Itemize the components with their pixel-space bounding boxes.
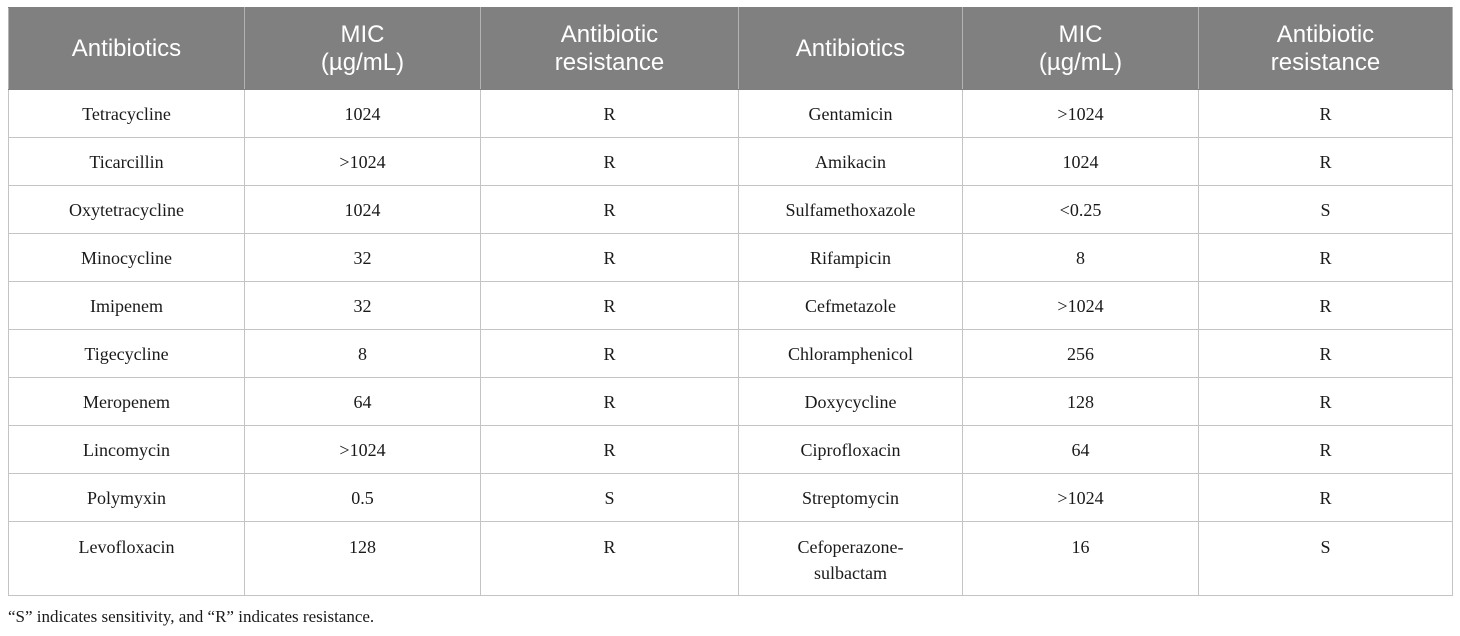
mic-value: 32 [245, 234, 481, 282]
antibiotic-table-container [8, 7, 1452, 596]
antibiotic-name: Meropenem [9, 378, 245, 426]
mic-value: 128 [245, 522, 481, 596]
resistance-value: R [481, 378, 739, 426]
header-mic-right: MIC (µg/mL) [963, 8, 1199, 90]
resistance-value: R [1199, 378, 1453, 426]
antibiotic-mic-table [8, 7, 1453, 596]
antibiotic-name: Cefmetazole [739, 282, 963, 330]
resistance-value: S [1199, 522, 1453, 596]
antibiotic-name: Tigecycline [9, 330, 245, 378]
resistance-value: S [1199, 186, 1453, 234]
antibiotic-name: Amikacin [739, 138, 963, 186]
resistance-value: R [481, 138, 739, 186]
resistance-value: R [1199, 330, 1453, 378]
antibiotic-name [739, 522, 963, 596]
antibiotic-name: Streptomycin [739, 474, 963, 522]
mic-value: 64 [963, 426, 1199, 474]
mic-value: 256 [963, 330, 1199, 378]
mic-value: 64 [245, 378, 481, 426]
mic-value: 1024 [245, 90, 481, 138]
header-resistance-right: Antibiotic resistance [1199, 8, 1453, 90]
antibiotic-name: Tetracycline [9, 90, 245, 138]
resistance-value: R [1199, 474, 1453, 522]
table-header-row [9, 8, 1453, 90]
mic-value: 128 [963, 378, 1199, 426]
table-row [9, 138, 1453, 186]
antibiotic-name: Oxytetracycline [9, 186, 245, 234]
resistance-value: R [481, 426, 739, 474]
antibiotic-name: Polymyxin [9, 474, 245, 522]
table-row [9, 426, 1453, 474]
resistance-value: R [481, 282, 739, 330]
antibiotic-name: Ciprofloxacin [739, 426, 963, 474]
antibiotic-name: Doxycycline [739, 378, 963, 426]
antibiotic-name: Minocycline [9, 234, 245, 282]
resistance-value: R [1199, 138, 1453, 186]
table-row [9, 474, 1453, 522]
table-row [9, 330, 1453, 378]
mic-value: 32 [245, 282, 481, 330]
antibiotic-name: Imipenem [9, 282, 245, 330]
resistance-value: R [1199, 90, 1453, 138]
mic-value: >1024 [963, 90, 1199, 138]
resistance-value: R [481, 234, 739, 282]
antibiotic-name: Lincomycin [9, 426, 245, 474]
mic-value: 0.5 [245, 474, 481, 522]
resistance-value: R [481, 522, 739, 596]
mic-value: >1024 [245, 426, 481, 474]
antibiotic-name: Rifampicin [739, 234, 963, 282]
table-row [9, 186, 1453, 234]
mic-value: 16 [963, 522, 1199, 596]
mic-value: 1024 [245, 186, 481, 234]
mic-value: 1024 [963, 138, 1199, 186]
table-row [9, 378, 1453, 426]
resistance-value: R [481, 330, 739, 378]
resistance-value: R [481, 90, 739, 138]
table-row [9, 90, 1453, 138]
mic-value: <0.25 [963, 186, 1199, 234]
header-antibiotics-right: Antibiotics [739, 8, 963, 90]
header-resistance-left: Antibiotic resistance [481, 8, 739, 90]
mic-value: >1024 [963, 474, 1199, 522]
header-mic-left: MIC (µg/mL) [245, 8, 481, 90]
antibiotic-name-line: Cefoperazone- [797, 537, 904, 557]
mic-value: >1024 [245, 138, 481, 186]
resistance-value: S [481, 474, 739, 522]
resistance-value: R [1199, 234, 1453, 282]
resistance-value: R [481, 186, 739, 234]
mic-value: 8 [245, 330, 481, 378]
antibiotic-name: Chloramphenicol [739, 330, 963, 378]
antibiotic-name: Levofloxacin [9, 522, 245, 596]
antibiotic-name: Ticarcillin [9, 138, 245, 186]
resistance-value: R [1199, 426, 1453, 474]
header-antibiotics-left: Antibiotics [9, 8, 245, 90]
table-row [9, 282, 1453, 330]
mic-value: >1024 [963, 282, 1199, 330]
antibiotic-name: Sulfamethoxazole [739, 186, 963, 234]
table-footnote: “S” indicates sensitivity, and “R” indicates resistance. [8, 607, 375, 626]
table-row [9, 522, 1453, 596]
resistance-value: R [1199, 282, 1453, 330]
antibiotic-name: Gentamicin [739, 90, 963, 138]
mic-value: 8 [963, 234, 1199, 282]
antibiotic-name-line: sulbactam [814, 563, 887, 583]
table-row [9, 234, 1453, 282]
